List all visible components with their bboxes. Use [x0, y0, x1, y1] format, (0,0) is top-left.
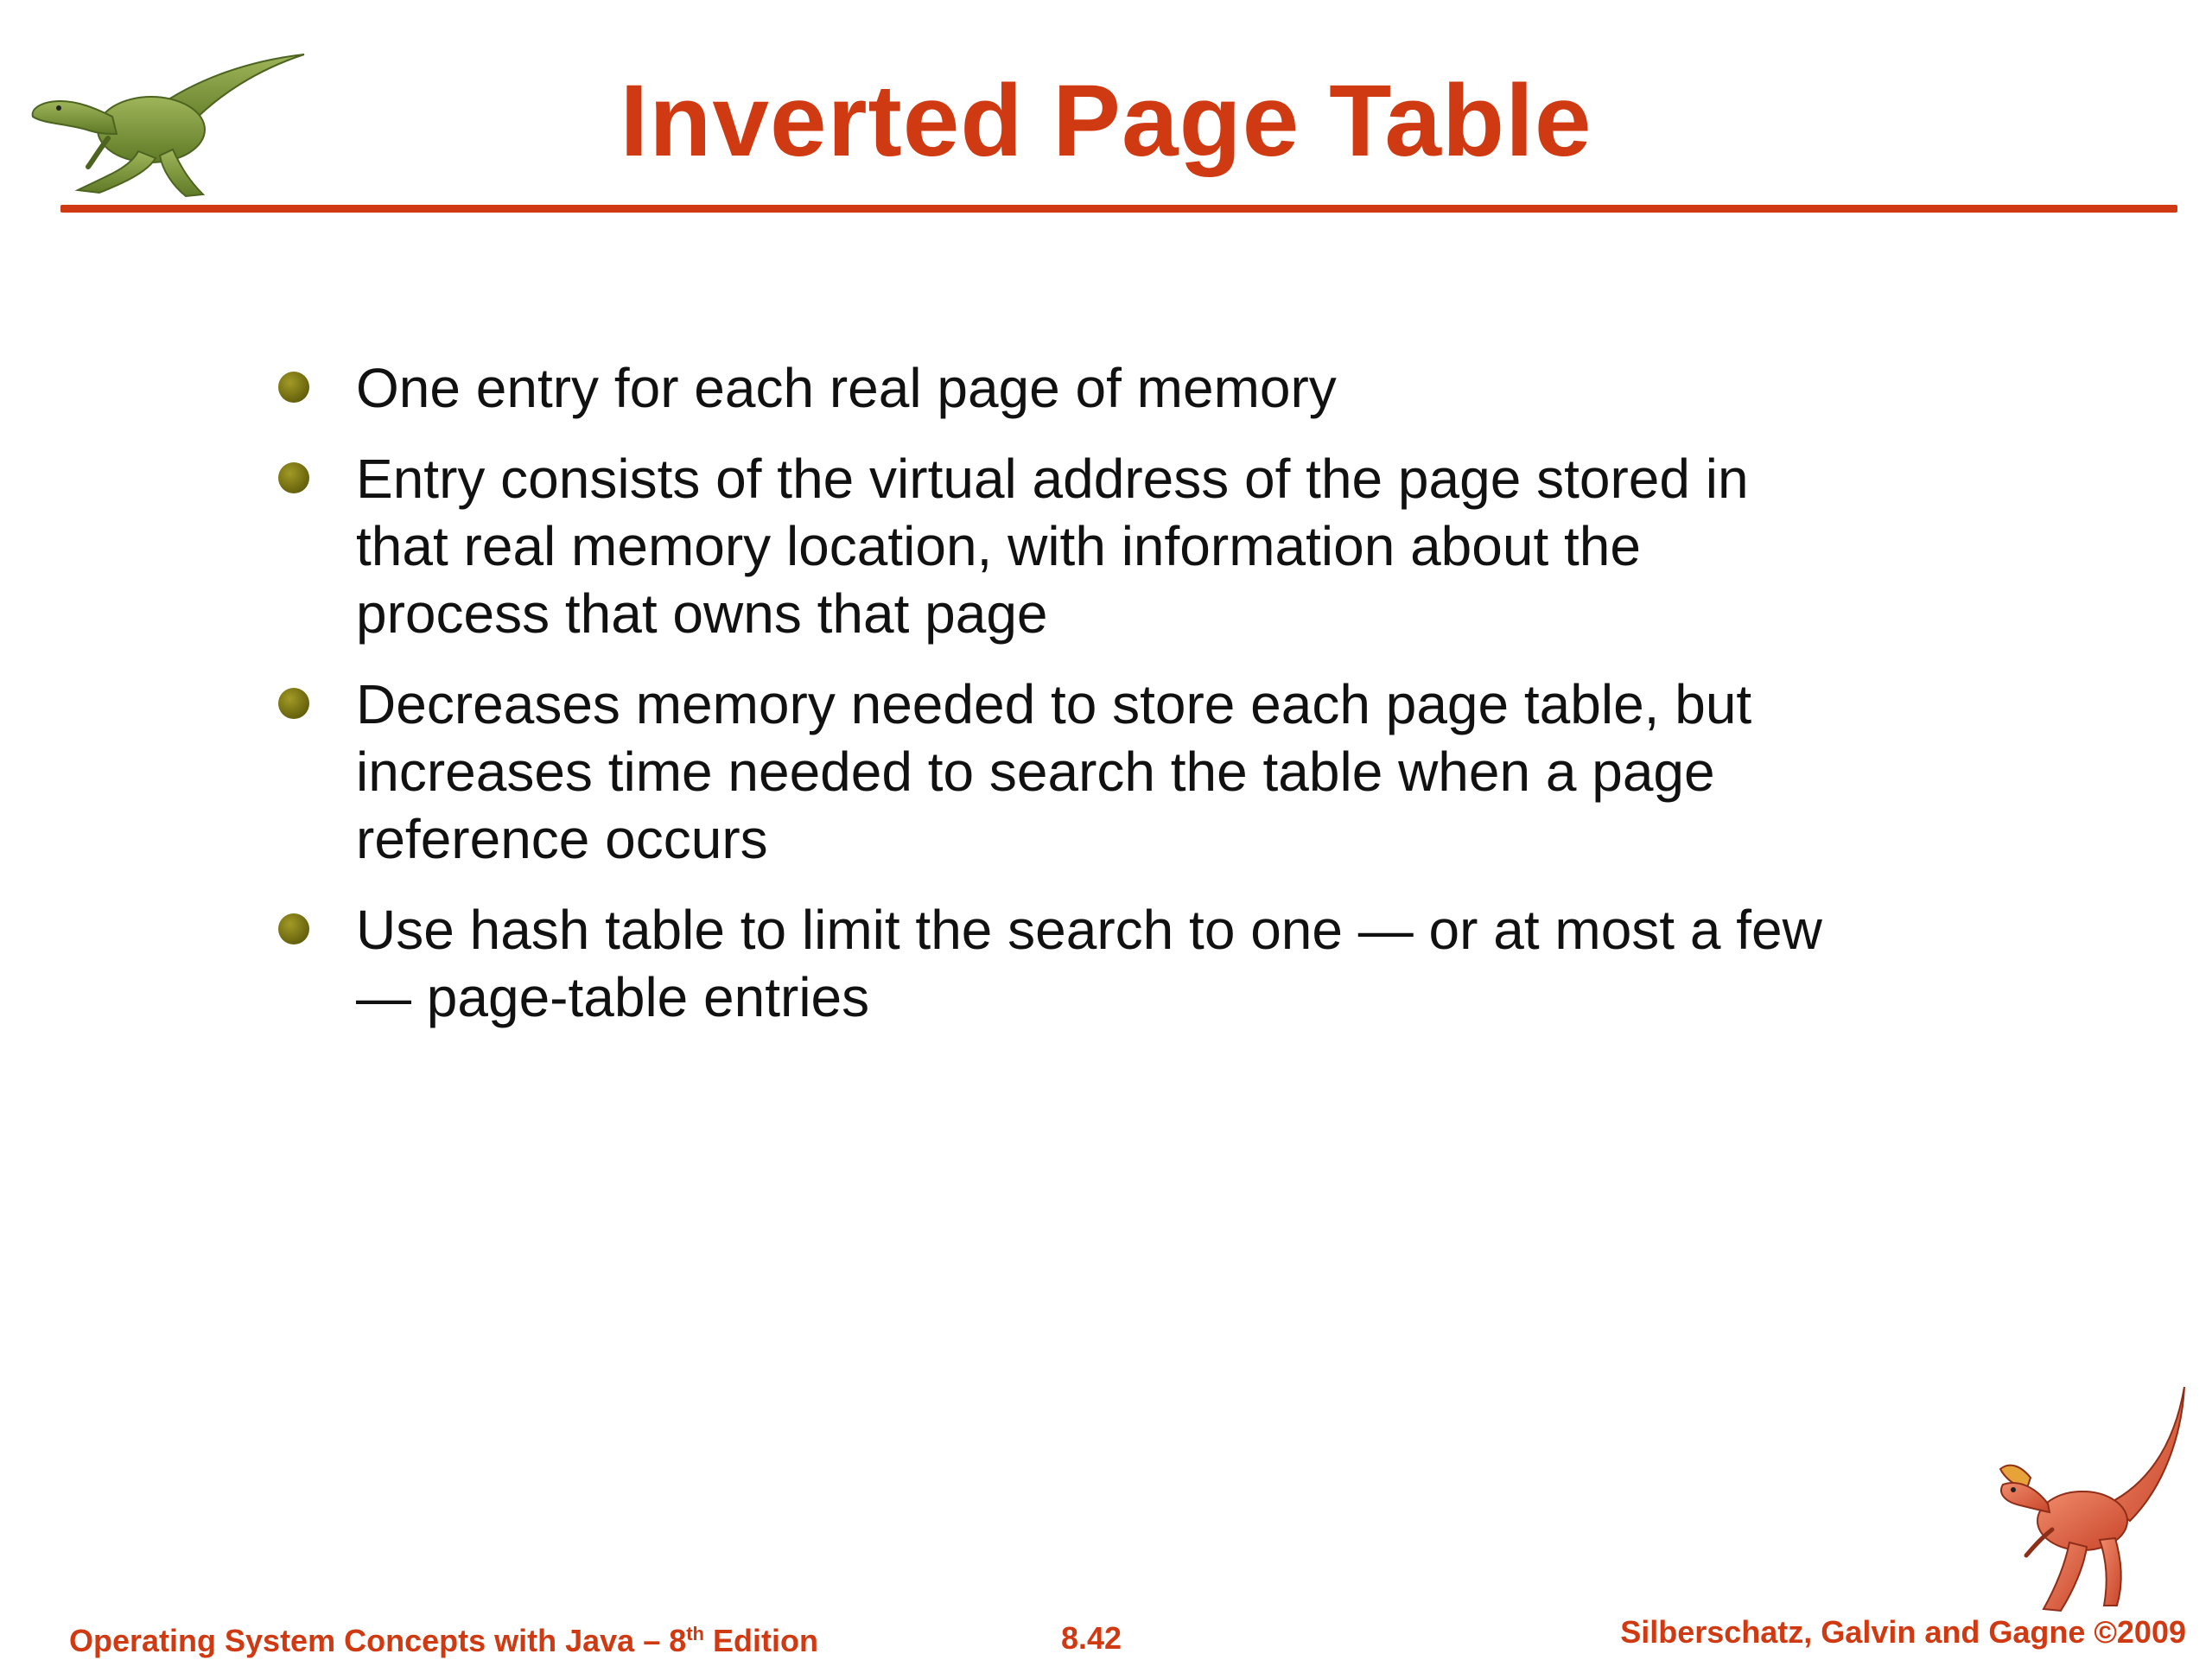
bullet-icon [278, 372, 309, 403]
footer-book-title [69, 1622, 818, 1660]
footer-copyright: Silberschatz, Galvin and Gagne ©2009 [1620, 1614, 2186, 1650]
list-item [276, 354, 1832, 422]
bullet-icon [278, 688, 309, 719]
bullet-icon [278, 913, 309, 944]
bullet-text: Use hash table to limit the search to one — or at most a few — page-table entries [356, 899, 1822, 1028]
bullet-text: Entry consists of the virtual address of the page stored in that real memory location, with information about the process that owns that page [356, 448, 1749, 645]
footer-page-number: 8.42 [1061, 1620, 1122, 1656]
page-title: Inverted Page Table [620, 64, 1592, 178]
list-item [276, 445, 1832, 647]
title-divider [60, 205, 2177, 213]
footer-book-prefix: Operating System Concepts with Java – 8 [69, 1623, 687, 1658]
bullet-text: One entry for each real page of memory [356, 357, 1337, 419]
list-item [276, 671, 1832, 873]
bullet-text: Decreases memory needed to store each page table, but increases time needed to search the table when a page reference occurs [356, 673, 1752, 870]
footer-edition-suffix: th [686, 1623, 704, 1644]
bullet-list [276, 354, 1832, 1054]
red-dinosaur-icon [1979, 1383, 2195, 1616]
bullet-icon [278, 462, 309, 493]
footer-book-suffix: Edition [704, 1623, 818, 1658]
list-item [276, 896, 1832, 1031]
